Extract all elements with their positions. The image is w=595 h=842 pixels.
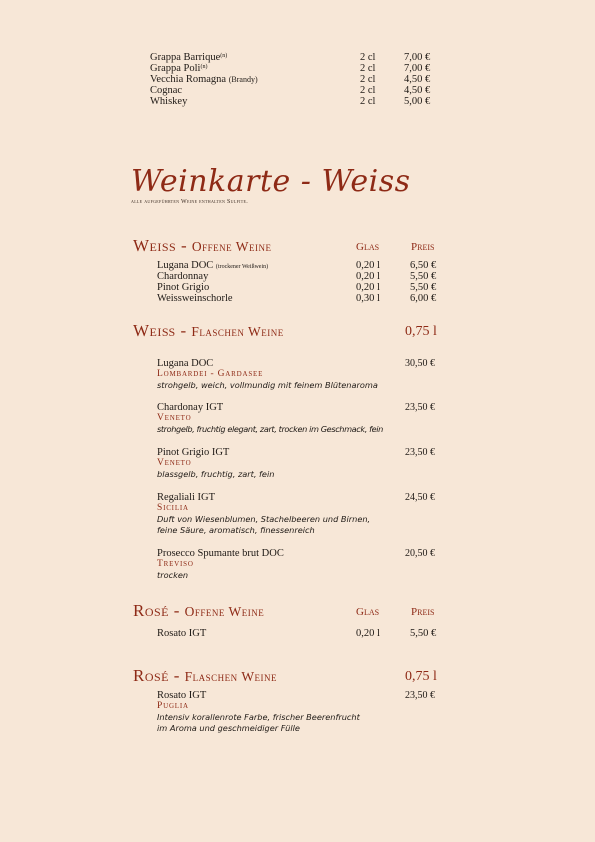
item-price: 7,00 € [404,52,431,63]
wine-name: Rosato IGT [157,690,207,701]
item-name: Grappa Poli [150,63,201,74]
item-mark: (n) [200,64,208,70]
column-header-preis: Preis [411,606,435,618]
item-price: 4,50 € [404,74,431,85]
page-subtitle: alle aufgeführten Weine enthalten Sulfite. [131,199,249,205]
section-subtitle: Flaschen Weine [184,669,278,684]
wine-price: 30,50 € [405,358,435,369]
section-title: Rosé - [133,601,185,620]
wine-price: 23,50 € [405,447,435,458]
column-header-glas: Glas [356,241,380,253]
wine-price: 24,50 € [405,492,435,503]
wine-name: Regaliali IGT [157,492,216,503]
section-heading [133,321,284,342]
wine-description: strohgelb, weich, vollmundig mit feinem Blütenaroma [157,380,378,390]
item-name: Rosato IGT [157,628,207,639]
section-heading [133,236,272,257]
section-heading [133,666,277,687]
column-header-glas: Glas [356,606,380,618]
wine-name: Pinot Grigio IGT [157,447,230,458]
item-price: 5,50 € [410,282,437,293]
wine-region: Sicilia [157,503,189,513]
item-price: 5,50 € [410,628,437,639]
item-note: (Brandy) [228,75,258,84]
wine-region: Veneto [157,458,192,468]
item-qty: 2 cl [360,85,376,96]
wine-name: Prosecco Spumante brut DOC [157,548,284,559]
wine-description: blassgelb, fruchtig, zart, fein [157,469,275,479]
wine-region: Puglia [157,701,189,711]
column-header-size: 0,75 l [405,324,437,339]
item-name: Lugana DOC [157,260,214,271]
page-title: Weinkarte - Weiss [131,164,411,199]
wine-region: Lombardei - Gardasee [157,369,264,379]
item-name: Chardonnay [157,271,209,282]
item-qty: 0,20 l [356,628,380,639]
section-subtitle: Flaschen Weine [191,324,284,339]
item-name: Whiskey [150,96,188,107]
item-qty: 2 cl [360,74,376,85]
item-qty: 2 cl [360,63,376,74]
wine-name: Lugana DOC [157,358,214,369]
item-name: Grappa Barrique [150,52,221,63]
item-qty: 0,20 l [356,260,380,271]
wine-description: feine Säure, aromatisch, finessenreich [157,525,315,535]
item-name: Vecchia Romagna [150,74,227,85]
item-price: 6,50 € [410,260,437,271]
wine-description: im Aroma und geschmeidiger Fülle [157,723,300,733]
wine-name: Chardonay IGT [157,402,224,413]
section-title: Weiss - [133,236,192,255]
item-qty: 2 cl [360,52,376,63]
wine-description: trocken [157,570,189,580]
column-header-preis: Preis [411,241,435,253]
wine-description: strohgelb, fruchtig elegant, zart, trocken im Geschmack, fein [157,424,383,434]
item-note: (trockener Weißwein) [215,264,269,270]
item-qty: 2 cl [360,96,376,107]
section-subtitle: Offene Weine [191,239,272,254]
wine-price: 23,50 € [405,690,435,701]
column-header-size: 0,75 l [405,669,437,684]
wine-description: Duft von Wiesenblumen, Stachelbeeren und Birnen, [157,514,371,524]
item-name: Pinot Grigio [157,282,210,293]
wine-description: Intensiv korallenrote Farbe, frischer Beerenfrucht [157,712,360,722]
wine-price: 23,50 € [405,402,435,413]
item-name: Weissweinschorle [157,293,233,304]
item-price: 7,00 € [404,63,431,74]
item-name: Cognac [150,85,183,96]
section-subtitle: Offene Weine [184,604,265,619]
item-qty: 0,20 l [356,282,380,293]
item-mark: (n) [220,53,228,59]
section-title: Weiß - [133,321,192,340]
section-heading [133,601,264,622]
section-title: Rosé - [133,666,185,685]
item-price: 6,00 € [410,293,437,304]
item-qty: 0,30 l [356,293,380,304]
item-price: 5,00 € [404,96,431,107]
wine-region: Treviso [157,559,194,569]
item-price: 5,50 € [410,271,437,282]
item-qty: 0,20 l [356,271,380,282]
item-price: 4,50 € [404,85,431,96]
wine-price: 20,50 € [405,548,435,559]
wine-region: Veneto [157,413,192,423]
